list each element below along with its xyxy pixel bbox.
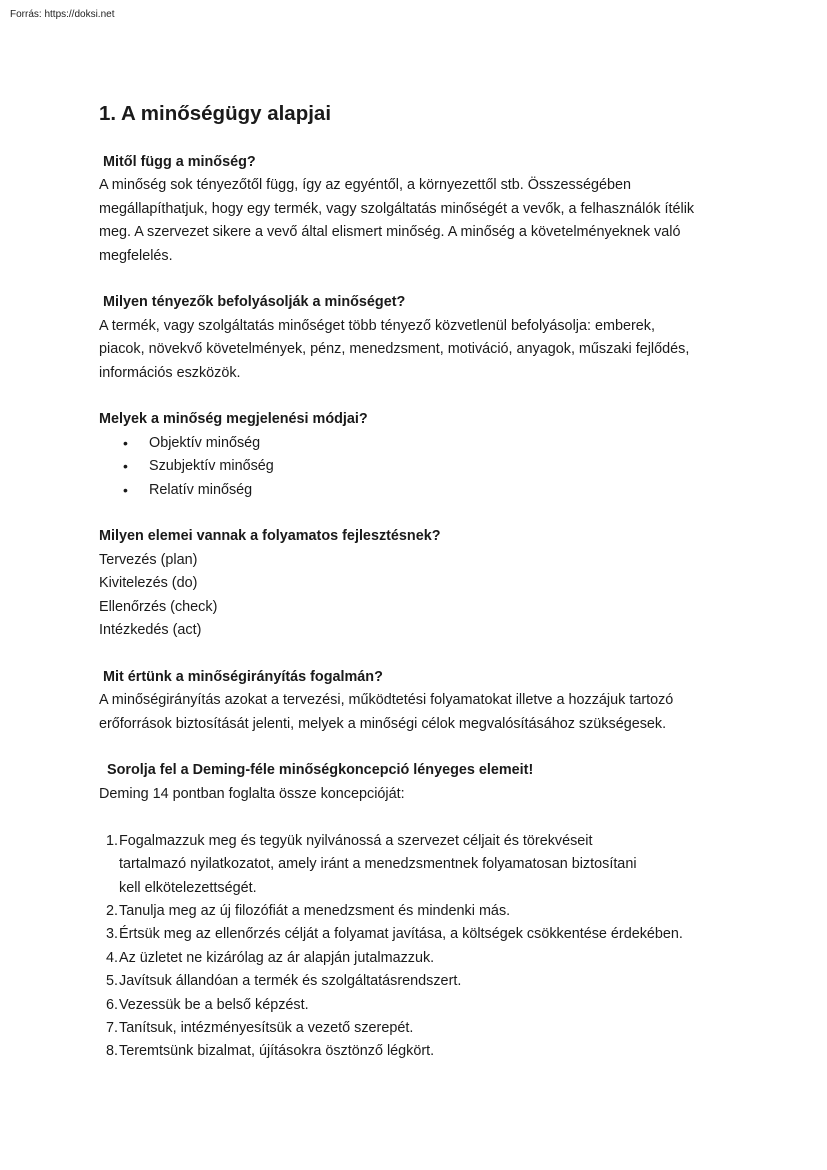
section-question: Melyek a minőség megjelenési módjai? <box>99 411 368 428</box>
document-page <box>99 100 749 1064</box>
point-text: Fogalmazzuk meg és tegyük nyilvánossá a szervezet céljait és törekvéseit <box>119 832 593 849</box>
paragraph-line: A minőségirányítás azokat a tervezési, működtetési folyamatokat illetve a hozzájuk tartozó <box>99 692 674 709</box>
deming-point <box>106 830 749 900</box>
section-quality-management <box>99 666 749 736</box>
paragraph-line: megfelelés. <box>99 247 173 264</box>
bullet-list <box>99 432 749 502</box>
section-deming <box>99 759 749 806</box>
point-number: 2. <box>106 902 119 919</box>
point-text: Teremtsünk bizalmat, újításokra ösztönző légkört. <box>119 1043 435 1060</box>
paragraph-line: Kivitelezés (do) <box>99 575 198 592</box>
point-number: 3. <box>106 926 119 943</box>
paragraph-line: Ellenőrzés (check) <box>99 598 218 615</box>
paragraph-line: Intézkedés (act) <box>99 622 202 639</box>
page-title: 1. A minőségügy alapjai <box>99 102 332 125</box>
deming-point <box>106 947 749 970</box>
section-question: Mitől függ a minőség? <box>103 154 256 170</box>
paragraph-line: A minőség sok tényezőtől függ, így az egyéntől, a környezettől stb. Összességében <box>99 177 631 194</box>
point-text: Értsük meg az ellenőrzés célját a folyamat javítása, a költségek csökkentése érdekében. <box>119 926 683 943</box>
section-continuous-improvement <box>99 525 749 642</box>
paragraph-line: Deming 14 pontban foglalta össze koncepcióját: <box>99 785 405 802</box>
point-text: Javítsuk állandóan a termék és szolgáltatásrendszert. <box>119 973 462 990</box>
point-number: 6. <box>106 996 119 1013</box>
paragraph-line: megállapíthatjuk, hogy egy termék, vagy szolgáltatás minőségét a vevők, a felhasználók ítélik <box>99 200 695 217</box>
source-note: Forrás: https://doksi.net <box>10 9 115 20</box>
deming-point <box>106 970 749 993</box>
deming-point <box>106 900 749 923</box>
point-text: Vezessük be a belső képzést. <box>119 996 309 1013</box>
section-question: Sorolja fel a Deming-féle minőségkoncepció lényeges elemeit! <box>107 762 534 779</box>
point-number: 4. <box>106 949 119 966</box>
bullet-item: • Objektív minőség <box>99 432 749 455</box>
point-text: Tanulja meg az új filozófiát a menedzsment és mindenki más. <box>119 902 511 919</box>
deming-points-list <box>99 830 749 1064</box>
deming-point <box>106 1017 749 1040</box>
paragraph-line: erőforrások biztosítását jelenti, melyek a minőségi célok megvalósításához szükségesek. <box>99 715 667 732</box>
paragraph-line: Tervezés (plan) <box>99 551 198 568</box>
point-text: Az üzletet ne kizárólag az ár alapján jutalmazzuk. <box>119 949 435 966</box>
section-question: Milyen tényezők befolyásolják a minőséget? <box>103 294 406 311</box>
point-number: 7. <box>106 1019 119 1036</box>
deming-point <box>106 923 749 946</box>
section-question: Milyen elemei vannak a folyamatos fejlesztésnek? <box>99 528 441 545</box>
section-influencing-factors <box>99 291 749 385</box>
paragraph-line: A termék, vagy szolgáltatás minőséget több tényező közvetlenül befolyásolja: emberek, <box>99 317 655 334</box>
paragraph-line: információs eszközök. <box>99 364 241 381</box>
point-number: 8. <box>106 1043 119 1060</box>
point-number: 5. <box>106 973 119 990</box>
point-number: 1. <box>106 832 119 849</box>
section-question: Mit értünk a minőségirányítás fogalmán? <box>103 668 383 685</box>
point-text: kell elkötelezettségét. <box>119 879 257 896</box>
deming-point <box>106 994 749 1017</box>
deming-point <box>106 1040 749 1063</box>
paragraph-line: meg. A szervezet sikere a vevő által elismert minőség. A minőség a követelményeknek való <box>99 224 681 241</box>
point-text: Tanítsuk, intézményesítsük a vezető szerepét. <box>119 1019 414 1036</box>
section-appearance-modes <box>99 408 749 502</box>
section-quality-factors <box>99 151 749 268</box>
bullet-item: • Szubjektív minőség <box>99 455 749 478</box>
point-text: tartalmazó nyilatkozatot, amely iránt a menedzsmentnek folyamatosan biztosítani <box>119 856 637 873</box>
bullet-item: • Relatív minőség <box>99 479 749 502</box>
paragraph-line: piacok, növekvő követelmények, pénz, menedzsment, motiváció, anyagok, műszaki fejlődés, <box>99 341 690 358</box>
